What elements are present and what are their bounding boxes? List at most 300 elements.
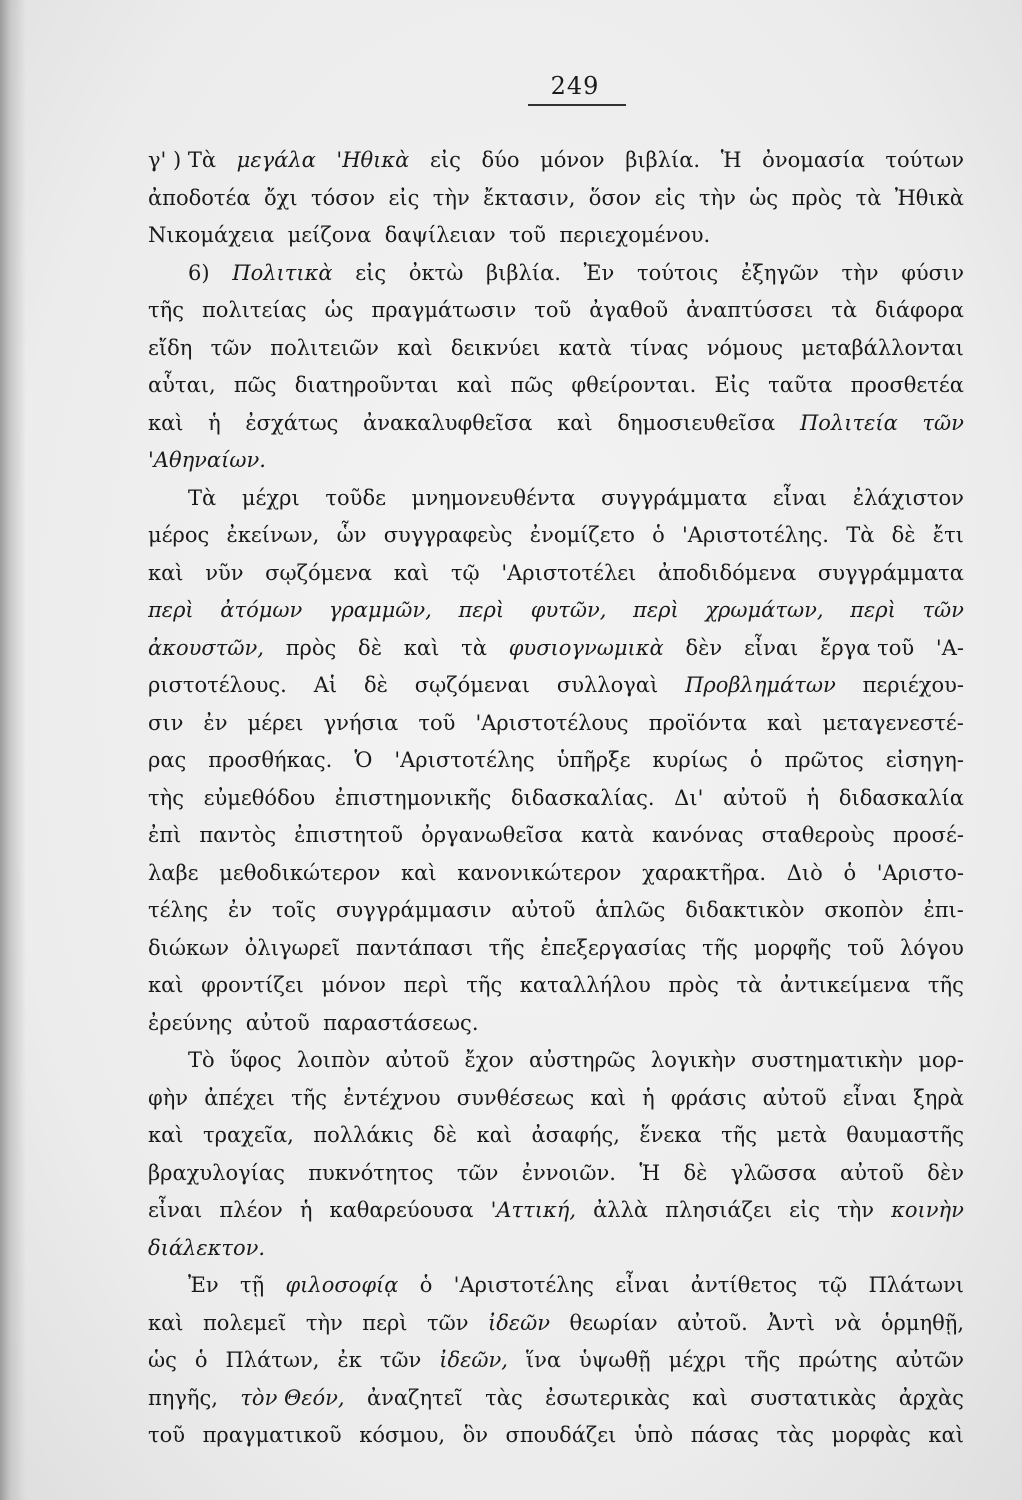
word: εἶναι: [148, 1198, 203, 1222]
word: τὰ: [855, 185, 882, 210]
word: ἐσωτερικὰς: [545, 1385, 670, 1410]
word: 'Αριστοτέλους: [475, 710, 629, 735]
word: ὡς: [324, 298, 354, 322]
word: 6): [188, 260, 210, 285]
word: φθείρονται.: [571, 373, 697, 397]
word: σπουδάζει: [505, 1423, 617, 1447]
text-line: [148, 742, 964, 780]
word: Τὰ: [846, 523, 875, 547]
word: φροντίζει: [201, 973, 304, 997]
word: ἀγαθοῦ: [589, 298, 669, 322]
text-line: [148, 817, 964, 855]
word: ὑψωθῇ: [579, 1348, 651, 1372]
word: περιέχου-: [862, 673, 964, 697]
text-line: [148, 367, 964, 405]
word: εἰς: [355, 260, 387, 285]
word: ἵνα: [525, 1348, 562, 1372]
text-line: [148, 855, 964, 893]
text-line: [148, 1305, 964, 1343]
word: κανόνας: [652, 823, 744, 847]
word: πρῶτος: [784, 748, 864, 772]
word: λαβε: [148, 860, 199, 885]
word: ἐν: [203, 710, 228, 735]
word: κατὰ: [558, 335, 612, 360]
word: εἰσηγη-: [885, 748, 964, 772]
italic-word: ἰδεῶν: [487, 1310, 551, 1335]
word: χαρακτῆρα.: [642, 860, 767, 885]
word: σιν: [148, 710, 184, 735]
word: νόμους: [706, 335, 783, 360]
italic-word: ἀκουστῶν,: [148, 635, 264, 660]
word: μεθοδικώτερον: [219, 860, 381, 885]
word: μόνον: [321, 973, 386, 997]
word: Ὁ: [354, 748, 373, 772]
word: σῳζόμενα: [265, 560, 373, 585]
word: γλῶσσα: [730, 1160, 817, 1185]
word: αὐτοῦ: [245, 1010, 310, 1035]
word: τοῖς: [271, 898, 317, 922]
word: ἐλάχιστον: [852, 485, 964, 510]
word: μεταβάλλονται: [801, 335, 964, 360]
word: ἐντέχνου: [343, 1085, 441, 1110]
word: θεωρίαν: [569, 1310, 658, 1335]
text-line: [148, 217, 964, 255]
italic-word: ἰδεῶν,: [439, 1348, 508, 1372]
word: δύο: [481, 148, 520, 172]
word: γ' ) Τὰ: [148, 148, 217, 172]
text-line: [148, 592, 964, 630]
word: σκοπὸν: [824, 898, 904, 922]
word: αὐτοῦ: [762, 1085, 827, 1110]
word: 'Αριστοτέλης: [453, 1273, 594, 1297]
word: εἰς: [654, 185, 686, 210]
word: τῆς: [488, 935, 525, 960]
page-number: 249: [550, 72, 600, 100]
word: ὁ: [652, 523, 665, 547]
text-line: [148, 1380, 964, 1418]
word: τῆς: [927, 973, 964, 997]
word: τίνας: [629, 335, 689, 360]
word: ἐννοιῶν.: [521, 1160, 616, 1185]
word: μέρος: [148, 523, 210, 547]
word: πρὸς: [791, 185, 843, 210]
text-line: [148, 667, 964, 705]
text-line: [148, 1080, 964, 1118]
text-line: [148, 892, 964, 930]
word: κανονικώτερον: [457, 860, 622, 885]
word: καὶ: [403, 635, 440, 660]
word: ἀπέχει: [204, 1085, 275, 1110]
italic-word: περὶ: [850, 598, 896, 622]
word: Ἠθικὰ: [894, 185, 964, 210]
word: ἔκτασιν,: [483, 185, 576, 210]
word: εἴδη: [148, 335, 193, 360]
word: τούτοις: [637, 260, 719, 285]
word: μέρει: [247, 710, 304, 735]
word: δημοσιευθεῖσα: [617, 410, 776, 435]
text-line: [148, 517, 964, 555]
word: αὐστηρῶς: [529, 1048, 636, 1072]
word: τοῦ: [508, 223, 546, 247]
italic-word: 'Ηθικὰ: [336, 148, 410, 172]
word: ὑπὸ: [633, 1423, 674, 1447]
word: προσθήκας.: [208, 748, 333, 772]
word: αὐτοῦ.: [677, 1310, 748, 1335]
text-line: [148, 630, 964, 668]
word: μορφῆς: [753, 935, 832, 960]
italic-word: περὶ: [633, 598, 679, 622]
word: ἡ: [806, 785, 820, 810]
word: τὰ: [831, 298, 858, 322]
word: ἐπιστητοῦ: [294, 823, 404, 847]
word: 'Αριστοτέλει: [501, 560, 637, 585]
word: αὐτοῦ: [723, 785, 787, 810]
italic-word: τὸν Θεόν,: [240, 1385, 345, 1410]
word: ὑπῆρξε: [556, 748, 631, 772]
italic-word: μεγάλα: [236, 148, 316, 172]
word: καὶ: [393, 560, 430, 585]
word: Ἡ: [720, 148, 742, 172]
word: τὰς: [776, 1423, 815, 1447]
word: συλλογαὶ: [556, 673, 659, 697]
word: 'Α-: [935, 635, 964, 660]
word: τὴν: [841, 260, 879, 285]
word: ἔτι: [932, 523, 964, 547]
word: τῷ: [450, 560, 480, 585]
word: τῆς: [148, 298, 184, 322]
word: τῶν: [456, 1160, 499, 1185]
word: θαυμαστῆς: [846, 1123, 964, 1147]
word: διδακτικὸν: [685, 898, 805, 922]
word: παραστάσεως.: [323, 1010, 479, 1035]
word: περιεχομένου.: [559, 223, 711, 247]
word: τῆς: [702, 935, 739, 960]
word: ὧν: [336, 523, 367, 547]
word: δὲν: [927, 1160, 964, 1185]
word: Διὸ: [786, 860, 823, 885]
word: τοῦ: [847, 935, 885, 960]
word: Πλάτων,: [225, 1348, 320, 1372]
italic-word: χρωμάτων,: [705, 598, 824, 622]
text-line: [148, 180, 964, 218]
word: ὄχι: [264, 185, 298, 210]
word: ὀνομασία: [762, 148, 865, 172]
word: τοῦ: [534, 298, 572, 322]
word: εὐμεθόδου: [203, 785, 316, 810]
word: εἶναι: [842, 1085, 898, 1110]
word: τῆς: [721, 1123, 758, 1147]
text-line: [148, 1155, 964, 1193]
word: ἐνομίζετο: [529, 523, 635, 547]
text-line: [148, 967, 964, 1005]
italic-word: φυσιογνωμικὰ: [508, 635, 664, 660]
word: βιβλία.: [625, 148, 701, 172]
word: καὶ: [476, 1123, 513, 1147]
word: πραγματικοῦ: [202, 1423, 342, 1447]
word: ἔργα τοῦ: [820, 635, 915, 660]
word: καὶ: [928, 1423, 964, 1447]
word: πολιτειῶν: [270, 335, 379, 360]
word: μετὰ: [776, 1123, 827, 1147]
text-line: [148, 1042, 964, 1080]
word: ἀντίθετος: [690, 1273, 798, 1297]
italic-word: Προβλημάτων: [685, 673, 836, 697]
word: προσθετέα: [850, 373, 964, 397]
word: αὐτοῦ: [385, 1048, 450, 1072]
text-line: [148, 255, 964, 293]
word: λόγου: [900, 935, 964, 960]
word: καὶ: [148, 1123, 184, 1147]
word: ἐπεξεργασίας: [540, 935, 687, 960]
word: Ἐν: [188, 1273, 219, 1297]
word: πλέον: [219, 1198, 283, 1222]
word: πρὸς: [285, 635, 337, 660]
word: τοῦ: [418, 710, 456, 735]
word: συγγραφεὺς: [383, 523, 513, 547]
word: εἶναι: [743, 635, 799, 660]
text-line: [148, 1005, 964, 1043]
word: κατὰ: [580, 823, 635, 847]
word: καταλλήλου: [519, 973, 651, 997]
word: ὕφος: [229, 1048, 282, 1072]
word: συνθέσεως: [456, 1085, 575, 1110]
word: τόσον: [311, 185, 376, 210]
word: καὶ: [692, 1385, 728, 1410]
word: περὶ: [362, 1310, 408, 1335]
word: μεταγενεστέ-: [822, 710, 964, 735]
word: εἰς: [388, 185, 420, 210]
word: Εἰς: [714, 373, 750, 397]
word: τῶν: [427, 1310, 469, 1335]
word: τοῦ: [148, 1423, 186, 1447]
word: ἐν: [228, 898, 253, 922]
word: ἐξηγῶν: [740, 260, 819, 285]
word: ὡς: [749, 185, 779, 210]
word: τῆς: [466, 973, 503, 997]
word: ξηρὰ: [913, 1085, 964, 1110]
word: δὲν: [685, 635, 723, 660]
text-line: [148, 705, 964, 743]
word: Τὸ: [188, 1048, 215, 1072]
word: ἐκείνων,: [226, 523, 320, 547]
word: Πλάτωνι: [868, 1273, 964, 1297]
word: συγγράμματα: [601, 485, 748, 510]
word: μορ-: [918, 1048, 964, 1072]
text-line: [148, 1117, 964, 1155]
word: τραχεῖα,: [203, 1123, 294, 1147]
italic-word: διάλεκτον.: [148, 1235, 266, 1260]
word: λοιπὸν: [296, 1048, 371, 1072]
word: καὶ: [557, 410, 593, 435]
text-line: [148, 1417, 964, 1455]
word: πολλάκις: [313, 1123, 414, 1147]
text-line: [148, 930, 964, 968]
word: διδασκαλία: [838, 785, 964, 810]
word: προσέ-: [892, 823, 964, 847]
text-line: [148, 1192, 964, 1230]
word: περὶ: [403, 973, 449, 997]
word: νῦν: [205, 560, 244, 585]
word: μείζονα: [287, 223, 372, 247]
italic-word: 'Αττική,: [490, 1198, 577, 1222]
word: ὁ: [843, 860, 857, 885]
word: τῇ: [239, 1273, 265, 1297]
word: δεικνύει: [450, 335, 541, 360]
italic-word: Πολιτεία: [799, 410, 898, 435]
word: ἐκ: [337, 1348, 362, 1372]
word: ἀντικείμενα: [779, 973, 911, 997]
word: ἕνεκα: [639, 1123, 702, 1147]
word: εἶναι: [615, 1273, 670, 1297]
word: ριστοτέλους.: [148, 673, 287, 697]
word: φράσις: [670, 1085, 747, 1110]
word: τέλης: [148, 898, 209, 922]
word: δὲ: [358, 635, 382, 660]
italic-word: φυτῶν,: [530, 598, 607, 622]
word: βιβλία.: [486, 260, 561, 285]
word: ὃν: [462, 1423, 488, 1447]
word: τὴν: [837, 1198, 875, 1222]
italic-word: ἀτόμων: [220, 598, 303, 622]
italic-word: τῶν: [922, 410, 964, 435]
word: πραγμάτωσιν: [371, 298, 517, 322]
word: τὴν: [432, 185, 470, 210]
text-line: [148, 292, 964, 330]
word: δὲ: [363, 673, 388, 697]
text-line: [148, 330, 964, 368]
word: 'Αριστοτέλης: [394, 748, 535, 772]
word: ἐρεύνης: [148, 1010, 233, 1035]
text-line: [148, 1267, 964, 1305]
word: τὰ: [736, 973, 763, 997]
italic-word: Πολιτικὰ: [232, 260, 333, 285]
word: πρώτης: [798, 1348, 878, 1372]
word: Ἡ: [639, 1160, 661, 1185]
word: ἀποδιδόμενα: [658, 560, 797, 585]
word: παντὸς: [199, 823, 277, 847]
italic-word: 'Αθηναίων.: [148, 448, 266, 472]
word: συγγράμματα: [817, 560, 964, 585]
word: μνημονευθέντα: [411, 485, 576, 510]
body-text: [148, 142, 964, 1455]
word: ρας: [148, 748, 187, 772]
word: ἡ: [299, 1198, 313, 1222]
word: δὲ: [433, 1123, 458, 1147]
word: ὁ: [749, 748, 763, 772]
italic-word: φιλοσοφίᾳ: [285, 1273, 399, 1297]
word: ἡ: [208, 410, 221, 435]
word: τοῦδε: [325, 485, 386, 510]
word: καὶ: [456, 373, 493, 397]
word: τὴν: [305, 1310, 343, 1335]
text-line: [148, 780, 964, 818]
word: διώκων: [148, 935, 230, 960]
binding-shadow: [0, 0, 26, 1500]
word: δὲ: [683, 1160, 708, 1185]
word: πηγῆς,: [148, 1385, 218, 1410]
word: ὁ: [419, 1273, 433, 1297]
word: σταθεροὺς: [761, 823, 875, 847]
italic-word: τῶν: [922, 598, 964, 622]
word: μορφὰς: [831, 1423, 911, 1447]
word: κυρίως: [652, 748, 728, 772]
word: καὶ: [590, 1085, 626, 1110]
word: Ἐν: [583, 260, 615, 285]
word: πῶς: [233, 373, 277, 397]
word: 'Αριστοτέλης.: [682, 523, 829, 547]
word: ἀλλὰ: [593, 1198, 649, 1222]
word: τῶν: [210, 335, 253, 360]
word: εἶναι: [772, 485, 828, 510]
word: βραχυλογίας: [148, 1160, 285, 1185]
word: ὀργανωθεῖσα: [421, 823, 563, 847]
word: τὰς: [485, 1385, 523, 1410]
word: τῷ: [818, 1273, 848, 1297]
text-line: [148, 142, 964, 180]
word: ἐπὶ: [148, 823, 182, 847]
text-line: [148, 480, 964, 518]
word: τούτων: [885, 148, 964, 172]
word: μέχρι: [241, 485, 300, 510]
word: πυκνότητος: [308, 1160, 434, 1185]
word: ἡ: [642, 1085, 655, 1110]
word: καὶ: [148, 1310, 184, 1335]
word: ἐσχάτως: [245, 410, 339, 435]
word: φὴν: [148, 1085, 189, 1110]
word: καὶ: [397, 335, 433, 360]
word: τῆς: [291, 1085, 328, 1110]
text-line: [148, 1342, 964, 1380]
word: τὴς: [148, 785, 184, 810]
word: εἰς: [789, 1198, 821, 1222]
word: τὰ: [461, 635, 487, 660]
italic-word: κοινὴν: [891, 1198, 964, 1222]
word: δὲ: [891, 523, 916, 547]
word: διδασκαλίας.: [511, 785, 655, 810]
header-rule: [528, 104, 626, 106]
word: ὀλιγωρεῖ: [244, 935, 341, 960]
word: πλησιάζει: [665, 1198, 773, 1222]
word: μόνον: [540, 148, 605, 172]
word: καὶ: [148, 560, 184, 585]
word: εἰς: [429, 148, 461, 172]
word: παντάπασι: [355, 935, 473, 960]
word: φύσιν: [901, 260, 964, 285]
word: αὐτῶν: [895, 1348, 964, 1372]
word: ὀκτὼ: [408, 260, 464, 285]
word: αὗται,: [148, 373, 216, 397]
word: καὶ: [148, 973, 184, 997]
word: Αἱ: [313, 673, 338, 697]
word: συγγράμμασιν: [336, 898, 492, 922]
word: ὅσον: [588, 185, 642, 210]
word: ἐπιστημονικῆς: [334, 785, 492, 810]
word: τῶν: [379, 1348, 422, 1372]
text-line: [148, 1230, 964, 1268]
text-line: [148, 442, 964, 480]
word: ἀσαφής,: [531, 1123, 620, 1147]
word: λογικὴν: [650, 1048, 737, 1072]
word: ἀναπτύσσει: [686, 298, 814, 322]
word: τὴν: [698, 185, 736, 210]
word: ἀρχὰς: [898, 1385, 964, 1410]
word: ἀναζητεῖ: [366, 1385, 463, 1410]
word: νὰ: [834, 1310, 862, 1335]
word: σῳζόμεναι: [414, 673, 530, 697]
italic-word: περὶ: [458, 598, 505, 622]
word: πῶς: [510, 373, 554, 397]
word: Τὰ: [188, 485, 217, 510]
